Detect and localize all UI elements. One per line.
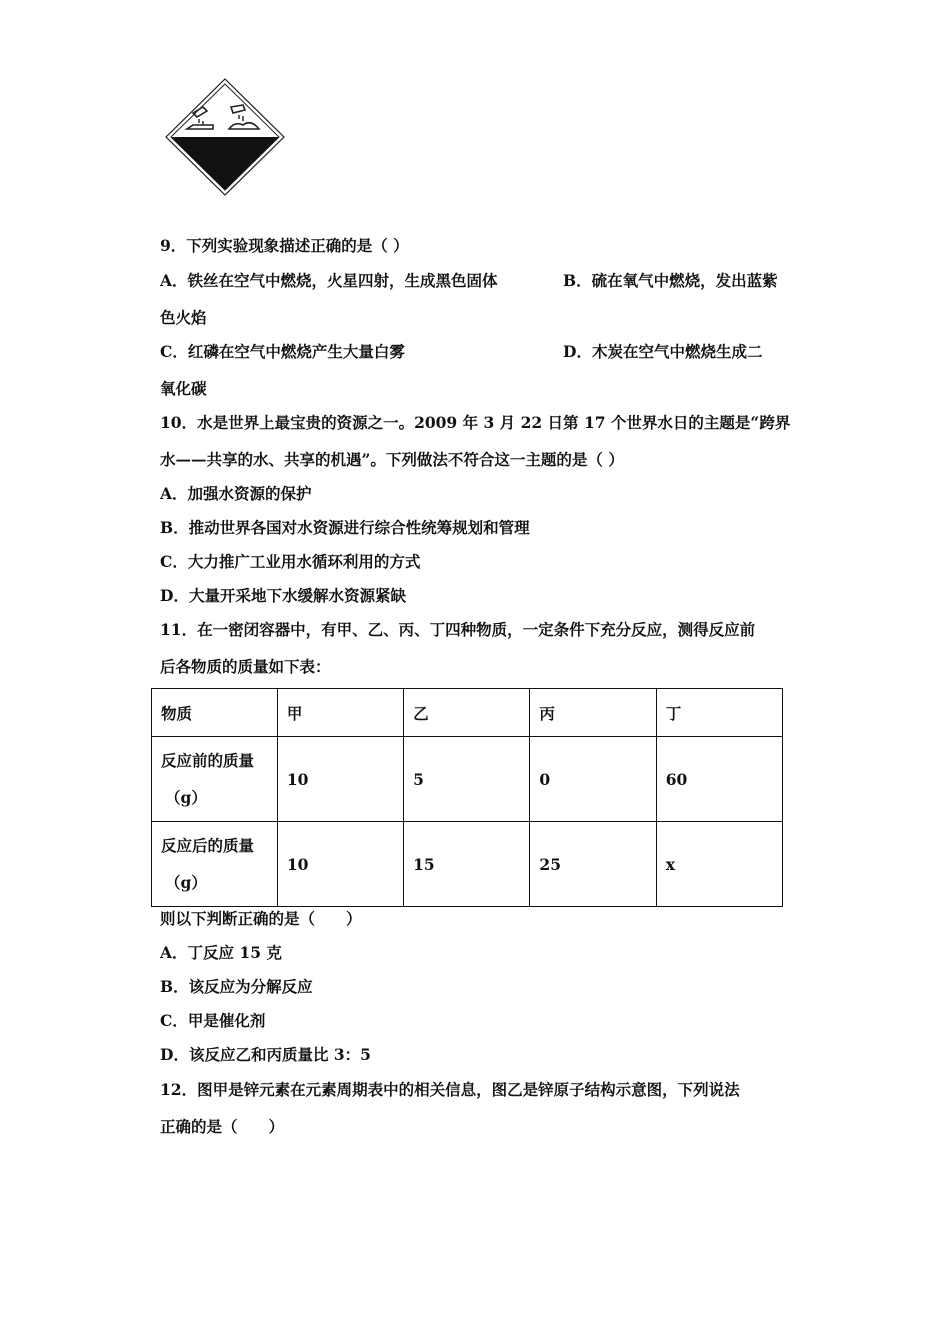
- q9-option-c: C．红磷在空气中燃烧产生大量白雾: [160, 342, 405, 361]
- table-row: [152, 822, 783, 907]
- table-cell: x: [656, 822, 782, 907]
- table-cell: 0: [530, 737, 656, 822]
- q9-option-b-cont: 色火焰: [160, 308, 207, 327]
- q10-stem-cont: 水——共享的水、共享的机遇”。下列做法不符合这一主题的是（ ）: [160, 450, 624, 469]
- header-cell: 乙: [404, 689, 530, 737]
- row-label-line: 反应前的质量: [161, 751, 255, 770]
- row-label-unit: （g）: [165, 788, 207, 807]
- q10-stem: 10．水是世界上最宝贵的资源之一。2009 年 3 月 22 日第 17 个世界水日的主题是“跨界: [160, 413, 791, 432]
- q9-option-d: D．木炭在空气中燃烧生成二: [563, 342, 763, 361]
- row-label-unit: （g）: [165, 873, 207, 892]
- q9-option-d-cont: 氧化碳: [160, 379, 207, 398]
- table-cell: 60: [656, 737, 782, 822]
- q11-stem: 11．在一密闭容器中，有甲、乙、丙、丁四种物质，一定条件下充分反应，测得反应前: [160, 620, 756, 639]
- q9-option-a: A．铁丝在空气中燃烧，火星四射，生成黑色固体: [160, 271, 498, 290]
- row-label-line: 反应后的质量: [161, 836, 255, 855]
- q11-stem-cont: 后各物质的质量如下表：: [160, 657, 331, 676]
- q10-option-c: C．大力推广工业用水循环利用的方式: [160, 552, 421, 571]
- header-cell: 丙: [530, 689, 656, 737]
- q11-followup: 则以下判断正确的是（ ）: [160, 909, 362, 928]
- q10-option-b: B．推动世界各国对水资源进行综合性统筹规划和管理: [160, 518, 530, 537]
- table-header-row: [152, 689, 783, 737]
- q12-stem-cont: 正确的是（ ）: [160, 1117, 285, 1136]
- row-label: [152, 822, 278, 907]
- table-cell: 15: [404, 822, 530, 907]
- header-cell: 丁: [656, 689, 782, 737]
- table-cell: 10: [277, 822, 403, 907]
- corrosive-hazard-icon: [163, 77, 287, 197]
- mass-table: [151, 688, 783, 907]
- q9-option-b: B．硫在氧气中燃烧，发出蓝紫: [563, 271, 778, 290]
- row-label: [152, 737, 278, 822]
- q11-option-c: C．甲是催化剂: [160, 1011, 266, 1030]
- table-cell: 10: [277, 737, 403, 822]
- table-row: [152, 737, 783, 822]
- table-cell: 25: [530, 822, 656, 907]
- q11-option-b: B．该反应为分解反应: [160, 977, 313, 996]
- header-cell: 甲: [277, 689, 403, 737]
- q11-option-a: A．丁反应 15 克: [160, 943, 282, 962]
- q9-stem: 9．下列实验现象描述正确的是（ ）: [160, 236, 409, 255]
- q11-option-d: D．该反应乙和丙质量比 3：5: [160, 1045, 371, 1064]
- header-cell: 物质: [152, 689, 278, 737]
- table-cell: 5: [404, 737, 530, 822]
- q10-option-a: A．加强水资源的保护: [160, 484, 312, 503]
- q10-option-d: D．大量开采地下水缓解水资源紧缺: [160, 586, 406, 605]
- q12-stem: 12．图甲是锌元素在元素周期表中的相关信息，图乙是锌原子结构示意图，下列说法: [160, 1080, 740, 1099]
